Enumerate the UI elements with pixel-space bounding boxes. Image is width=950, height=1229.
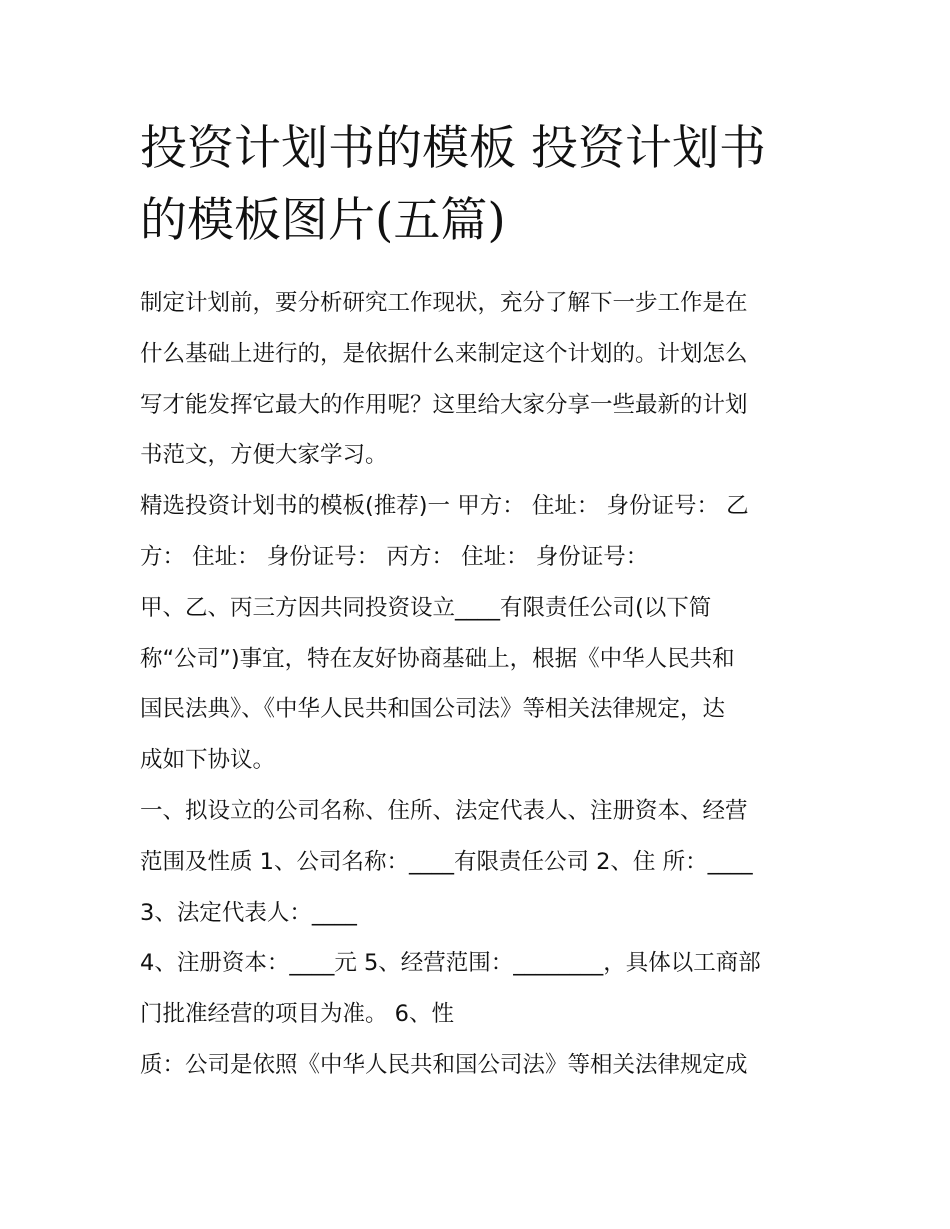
body-line: 质：公司是依照《中华人民共和国公司法》等相关法律规定成 [140, 1051, 748, 1078]
body-line: 门批准经营的项目为准。 6、性 [140, 1001, 454, 1028]
body-line: 写才能发挥它最大的作用呢？这里给大家分享一些最新的计划 [140, 391, 748, 418]
body-line: 4、注册资本：____元 5、经营范围：________，具体以工商部 [140, 950, 761, 977]
body-line: 成如下协议。 [140, 747, 276, 774]
body-line: 什么基础上进行的，是依据什么来制定这个计划的。计划怎么 [140, 340, 748, 367]
title-line: 的模板图片(五篇) [140, 193, 506, 248]
document-title [140, 113, 820, 257]
body-line: 制定计划前，要分析研究工作现状，充分了解下一步工作是在 [140, 290, 748, 316]
document-body [140, 278, 830, 1091]
body-line: 一、拟设立的公司名称、住所、法定代表人、注册资本、经营 [140, 797, 748, 824]
body-line: 范围及性质 1、公司名称：____有限责任公司 2、住 所：____ [140, 848, 753, 875]
body-line: 国民法典》、《中华人民共和国公司法》等相关法律规定，达 [140, 696, 726, 723]
body-line: 甲、乙、丙三方因共同投资设立____有限责任公司(以下简 [140, 594, 712, 621]
body-line: 称“公司”)事宜，特在友好协商基础上，根据《中华人民共和 [140, 645, 735, 672]
body-line: 书范文，方便大家学习。 [140, 442, 388, 469]
body-line: 方： 住址： 身份证号： 丙方： 住址： 身份证号： [140, 543, 649, 570]
title-line: 投资计划书的模板 投资计划书 [140, 121, 766, 176]
body-line: 3、法定代表人：____ [140, 899, 357, 926]
body-line: 精选投资计划书的模板(推荐)一 甲方： 住址： 身份证号： 乙 [140, 493, 749, 520]
